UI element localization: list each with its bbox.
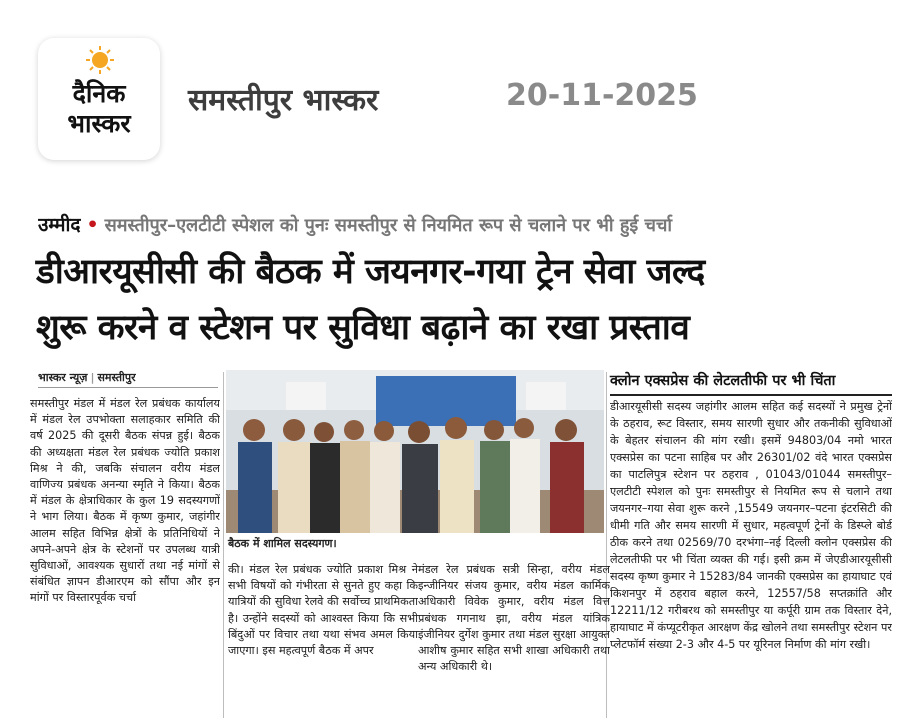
column-divider [223,372,224,718]
edition-date: 20-11-2025 [506,78,698,113]
kicker-text: समस्तीपुर–एलटीटी स्पेशल को पुनः समस्तीपुर से नियमित रूप से चलाने पर भी हुई चर्चा [104,215,673,236]
meeting-group-photo [226,370,604,533]
sidebar-heading: क्लोन एक्सप्रेस की लेटलतीफी पर भी चिंता [610,370,892,396]
logo-text-line1: दैनिक [72,79,126,108]
bullet-icon: • [86,214,99,236]
photo-caption: बैठक में शामिल सदस्यगण। [228,537,337,550]
article-body-column-3: मंडल रेल प्रबंधक सत्री सिन्हा, वरीय मंडल इन्जीनियर संजय कुमार, वरीय मंडल कार्मिक अधिकारी विवेक कुमार, वरीय मंडल वित्त प्रबंधक गगनाथ झा, वरीय मंडल यांत्रिक इंजीनियर दुर्गेश कुमार तथा मंडल सुरक्षा आयुक्त आशीष कुमार सहित सभी शाखा अधिकारी तथा अन्य अधिकारी थे। [418,563,610,674]
byline-source: भास्कर न्यूज़ [38,371,88,384]
edition-title: समस्तीपुर भास्कर [188,83,379,118]
byline [38,370,218,388]
sidebar-body: डीआरयूसीसी सदस्य जहांगीर आलम सहित कई सदस्यों ने प्रमुख ट्रेनों के ठहराव, रूट विस्तार, समय सारणी सुधार और तकनीकी सुविधाओं के बेहतर संचालन की मांग रखी। इसमें 94803/04 नमो भारत एक्सप्रेस का पटना साहिब पर और 26301/02 वंदे भारत एक्सप्रेस का पाटलिपुत्र स्टेशन पर ठहराव , 01043/01044 समस्तीपुर–एलटीटी स्पेशल को पुनः समस्तीपुर से नियमित रूप से चलाने तथा जयनगर–गया सेवा शुरू करने ,15549 जयनगर–पटना इंटरसिटी की धीमी गति और समय सारणी में सुधार, महत्वपूर्ण ट्रेनों के डिस्प्ले बोर्ड ठीक करने तथा 02569/70 दरभंगा–नई दिल्ली क्लोन एक्सप्रेस की लेटलतीफी पर भी चिंता व्यक्त की गई। इसी क्रम में जेएडीआरयूसीसी सदस्य कृष्ण कुमार ने 15283/84 जानकी एक्सप्रेस का हायाघाट एवं किशनपुर में ठहराव बहाल करने, 12557/58 सप्तक्रांति और 12211/12 गरीबरथ को समस्तीपुर या कर्पूरी ग्राम तक विस्तार देने, हायाघाट में कंप्यूटरीकृत आरक्षण केंद्र खोलने तथा समस्तीपुर स्टेशन पर प्लेटफॉर्म संख्या 2-3 और 4-5 पर यूरिनल निर्माण की मांग रखी। [610,400,892,651]
article-headline [36,244,896,356]
logo-text-line2: भास्कर [67,109,131,138]
headline-line-1: डीआरयूसीसी की बैठक में जयनगर-गया ट्रेन सेवा जल्द [36,252,705,292]
byline-place: समस्तीपुर [97,371,136,384]
group-photo-illustration [226,370,604,533]
dainik-bhaskar-logo[interactable] [38,38,160,160]
sun-icon [86,46,114,74]
article-body-column-2: की। मंडल रेल प्रबंधक ज्योति प्रकाश मिश्र ने सभी विषयों को गंभीरता से सुनते हुए कहा कि यात्रियों की सुविधा रेलवे की सर्वोच्च प्राथमिकता है। उन्होंने सदस्यों को आश्वस्त किया कि सभी बिंदुओं पर विचार तथा यथा संभव अमल किया जाएगा। इस महत्वपूर्ण बैठक में अपर [228,563,418,658]
article-body-column-1: समस्तीपुर मंडल में मंडल रेल प्रबंधक कार्यालय में मंडल रेल उपभोक्ता सलाहकार समिति की वर्ष 2025 की दूसरी बैठक संपन्न हुई। बैठक की अध्यक्षता मंडल रेल प्रबंधक ज्योति प्रकाश मिश्र ने की, जबकि संचालन वरीय मंडल वाणिज्य प्रबंधक अनन्या स्मृति ने किया। बैठक में मंडल के क्षेत्राधिकार के कुल 19 सदस्यगणों ने भाग लिया। बैठक में कृष्ण कुमार, जहांगीर आलम सहित विभिन्न क्षेत्रों के प्रतिनिधियों ने अपने-अपने क्षेत्र के स्टेशनों पर उपलब्ध यात्री सुविधाओं, आवश्यक सुधारों तथा नई मांगों से संबंधित ज्ञापन डीआरएम को सौंपा और इन मांगों पर विस्तारपूर्वक चर्चा [30,397,220,605]
headline-line-2: शुरू करने व स्टेशन पर सुविधा बढ़ाने का रखा प्रस्ताव [36,308,690,348]
article-kicker [38,211,898,237]
byline-separator: | [90,371,95,384]
kicker-label: उम्मीद [38,214,81,236]
